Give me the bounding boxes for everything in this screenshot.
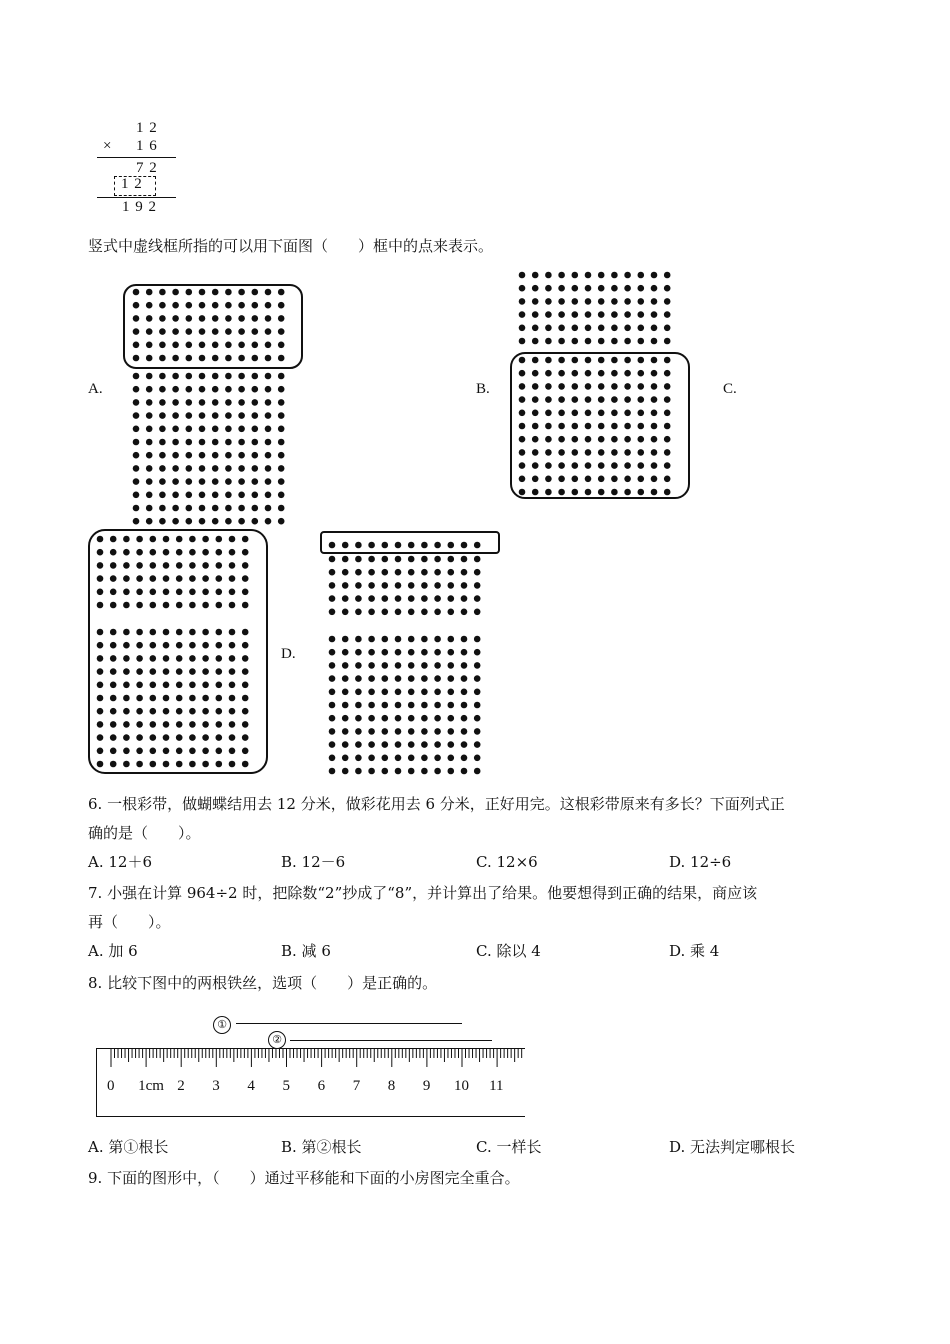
q6-option-a[interactable]: A. 12＋6 xyxy=(88,853,152,871)
wire-1-marker: ① xyxy=(213,1016,231,1034)
q6-line-1: 6. 一根彩带，做蝴蝶结用去 12 分米，做彩花用去 6 分米，正好用完。这根彩带原来有多长？下面列式正 xyxy=(88,795,785,813)
option-b-dot-array[interactable] xyxy=(508,268,698,503)
times-sign: × xyxy=(103,138,113,154)
option-c-bottom-dots xyxy=(97,629,249,768)
multiplicand: 1 2 xyxy=(136,120,158,136)
q5-stem: 竖式中虚线框所指的可以用下面图（ ）框中的点来表示。 xyxy=(88,237,494,255)
ruler-label: 8 xyxy=(387,1078,396,1094)
q8-option-c[interactable]: C. 一样长 xyxy=(476,1138,542,1156)
q7-option-c[interactable]: C. 除以 4 xyxy=(476,942,541,960)
wire-2-marker: ② xyxy=(268,1031,286,1049)
q6-option-c[interactable]: C. 12×6 xyxy=(476,853,538,871)
option-b-label[interactable]: B. xyxy=(476,381,490,397)
q6-line-2: 确的是（ ）。 xyxy=(88,824,201,842)
ruler-label: 11 xyxy=(489,1078,504,1094)
q7-option-b[interactable]: B. 减 6 xyxy=(281,942,331,960)
multiplier: 1 6 xyxy=(136,138,158,154)
ruler-label: 5 xyxy=(282,1078,290,1094)
option-d-bottom-dots xyxy=(329,636,481,775)
q8-stem: 8. 比较下图中的两根铁丝，选项（ ）是正确的。 xyxy=(88,974,438,992)
option-d-middle-dots xyxy=(329,556,481,615)
ruler-label: 10 xyxy=(454,1078,469,1094)
q7-line-1: 7. 小强在计算 964÷2 时，把除数“2”抄成了“8”，并计算出了给果。他要想得到正确的结果，商应该 xyxy=(88,884,758,902)
option-a-label[interactable]: A. xyxy=(88,381,103,397)
calc-line-2 xyxy=(97,197,176,198)
ruler-label: 0 xyxy=(107,1078,115,1094)
result: 1 9 2 xyxy=(122,199,157,215)
option-c-label[interactable]: C. xyxy=(723,381,737,397)
ruler xyxy=(96,1048,525,1117)
q7-option-a[interactable]: A. 加 6 xyxy=(88,942,138,960)
q7-line-2: 再（ ）。 xyxy=(88,913,171,931)
q8-option-b[interactable]: B. 第②根长 xyxy=(281,1138,362,1156)
wire-2 xyxy=(290,1040,492,1041)
ruler-label: 4 xyxy=(247,1078,255,1094)
ruler-label: 6 xyxy=(317,1078,326,1094)
ruler-label: 1cm xyxy=(138,1078,164,1094)
option-b-top-dots xyxy=(519,272,671,345)
partial-product-1: 7 2 xyxy=(136,160,158,176)
q8-option-d[interactable]: D. 无法判定哪根长 xyxy=(669,1138,796,1156)
ruler-label: 2 xyxy=(177,1078,185,1094)
ruler-label: 3 xyxy=(212,1078,220,1094)
ruler-ticks xyxy=(97,1049,525,1079)
option-a-dot-array[interactable] xyxy=(120,283,310,513)
option-d-top-row xyxy=(329,542,481,549)
q6-option-d[interactable]: D. 12÷6 xyxy=(669,853,732,871)
option-c-top-dots xyxy=(97,536,249,609)
option-b-bottom-dots xyxy=(519,357,671,496)
ruler-label: 7 xyxy=(352,1078,361,1094)
q8-option-a[interactable]: A. 第①根长 xyxy=(88,1138,169,1156)
wire-1 xyxy=(236,1023,462,1024)
option-c-dot-array[interactable] xyxy=(86,527,276,779)
ruler-label: 9 xyxy=(422,1078,431,1094)
q7-option-d[interactable]: D. 乘 4 xyxy=(669,942,720,960)
q6-option-b[interactable]: B. 12－6 xyxy=(281,853,346,871)
partial-product-2: 1 2 xyxy=(121,176,143,192)
option-d-label[interactable]: D. xyxy=(281,646,296,662)
option-d-dot-array[interactable] xyxy=(318,529,508,777)
option-a-bottom-dots xyxy=(133,373,285,525)
option-a-top-dots xyxy=(133,289,285,362)
calc-line-1 xyxy=(97,157,176,158)
q9-stem: 9. 下面的图形中，（ ）通过平移能和下面的小房图完全重合。 xyxy=(88,1169,520,1187)
